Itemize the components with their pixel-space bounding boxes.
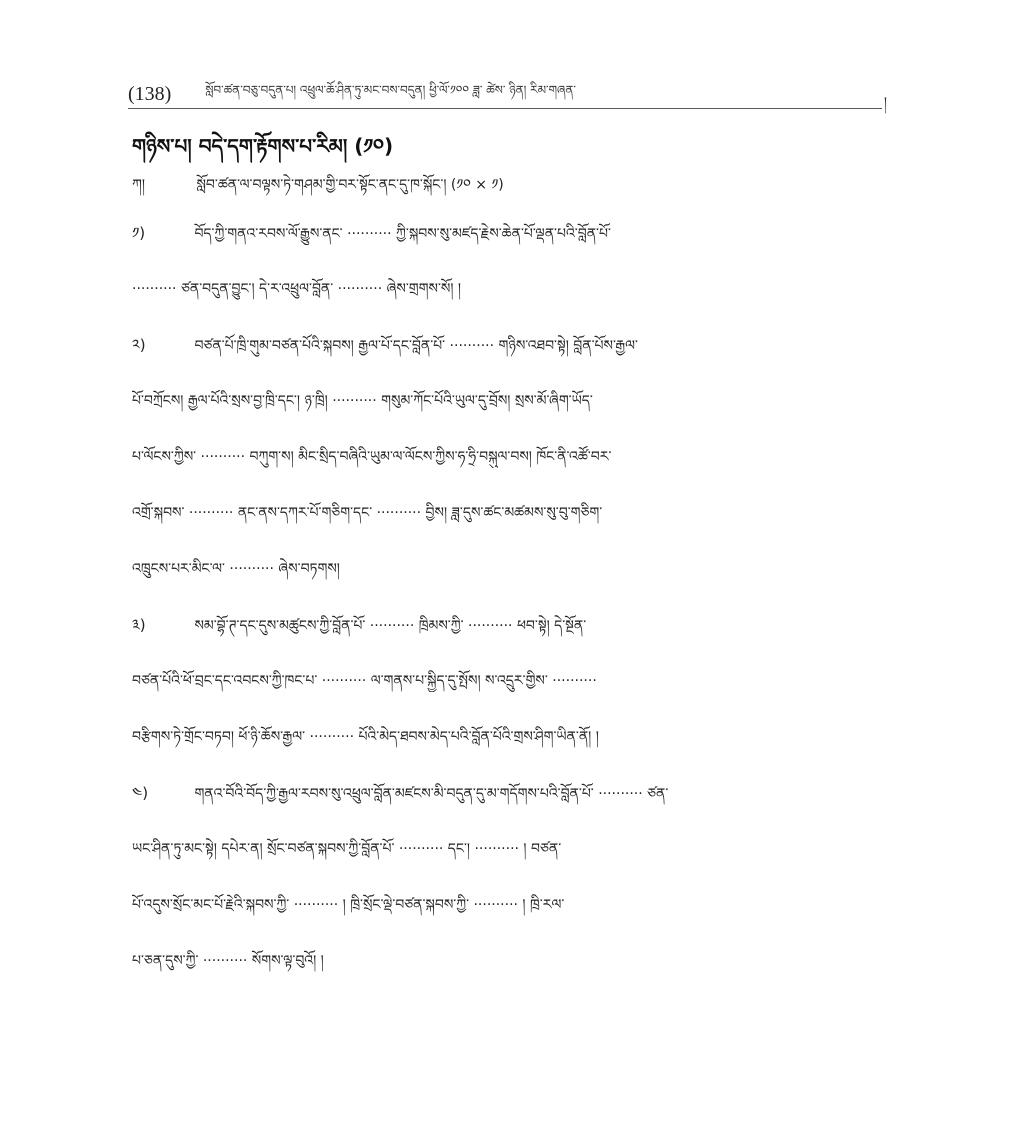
line-text: བཙན་པོ་ཁྲི་གུམ་བཙན་པོའི་སྐབས། རྒྱལ་པོ་དང་བློན་པོ་ ·········· གཉིས་འཐབ་སྟེ། བློན་པོས་རྒྱལ་ [194,338,638,354]
exercise-line [132,782,884,805]
line-text: གནའ་བོའི་བོད་ཀྱི་རྒྱལ་རབས་སུ་འཕྲུལ་བློན་མཛངས་མི་བདུན་དུ་མ་གདོགས་པའི་བློན་པོ་ ·········· ཙན་ [194,786,669,802]
line-text: འགྲོ་སྐབས་ ·········· ནང་ནས་དཀར་པོ་གཅིག་དང་ ·········· བྱིས། ཟླ་དུས་ཚང་མཚམས་སུ་བུ་གཅིག་ [132,505,603,521]
line-text: པ་ཅན་དུས་ཀྱི་ ·········· སོགས་ལྟ་བུའོ། ། [132,953,324,969]
line-text: ཡང་ཤིན་ཏུ་མང་སྟེ། དཔེར་ན། སྲོང་བཙན་སྐབས་ཀྱི་བློན་པོ་ ·········· དང་། ·········· ། བཙན་ [132,841,562,857]
subsection-instruction: སློབ་ཚན་ལ་བལྟས་ཏེ་གཤམ་གྱི་བར་སྟོང་ནང་དུ་ཁ་སྐོང་། (༡༠ × ༡) [196,177,504,193]
subsection-heading [132,168,504,208]
line-text: པོ་འདུས་སྲོང་མང་པོ་རྗེའི་སྐབས་ཀྱི་ ·········· ། ཁྲི་སྲོང་ལྡེ་བཙན་སྐབས་ཀྱི་ ·········· ། ཁྲི་རལ་ [132,897,565,913]
item-number: ༣) [132,616,146,634]
exercise-line [132,502,884,524]
line-text: འཁྲུངས་པར་མིང་ལ་ ·········· ཞེས་བཏགས། [132,561,340,577]
exercise-line [132,894,884,916]
exercise-line [132,390,884,412]
exercise-line [132,278,884,300]
line-text: བོད་ཀྱི་གནའ་རབས་ལོ་རྒྱུས་ནང་ ·········· ཀྱི་སྐབས་སུ་མཛད་རྗེས་ཆེན་པོ་ལྡན་པའི་བློན་པོ་ [194,226,611,242]
exercise-line [132,670,884,692]
header-end-mark: ། [883,95,887,111]
line-text: སམ་བྷོ་ཊ་དང་དུས་མཚུངས་ཀྱི་བློན་པོ་ ·········· ཁྲིམས་ཀྱི་ ·········· ཕབ་སྟེ། དེ་སྔོན་ [194,618,587,634]
exercise-line [132,558,884,580]
item-number: ༡) [132,224,146,242]
item-number: ༤) [132,784,149,802]
page-number: (138) [128,82,172,105]
subsection-label: ཀ། [132,177,145,193]
exercise-line [132,950,884,972]
line-text: པ་ལོངས་ཀྱིས་ ·········· བཀུག་ས། མིང་སྲིད་བཞིའི་ཡུམ་ལ་ལོངས་ཀྱིས་ཧ་ཧྲི་བསྐུལ་བས། ཁོང་ནི་འཚོ་བར་ [132,449,612,465]
section-title: གཉིས་པ། བདེ་དག་རྟོགས་པ་རིམ། (༡༠) [132,134,394,158]
exercise-line [132,726,884,748]
running-title: སློབ་ཚན་བཅུ་བདུན་པ། འཕྲུལ་ཆོ་ཤིན་ཏུ་མང་བས་བདུན། ཕྱི་ལོ་༡༠༠ ཟླ་ ཚེས་ ཉིན། རིམ་གཞན་ [205,83,576,97]
line-text: བཙན་པོའི་ཕོ་བྲང་དང་འབངས་ཀྱི་ཁང་པ་ ·········· ལ་གནས་པ་སྐྱིད་དུ་སྤོས། ས་འདྲུར་གྱིས་ ·········· [132,673,597,689]
exercise-line [132,446,884,468]
exercise-line [132,334,884,357]
line-text: པོ་བཀྲོངས། རྒྱལ་པོའི་སྲས་བྱ་ཁྲི་དང་། ཉ་ཁྲི། ·········· གསུམ་ཀོང་པོའི་ཡུལ་དུ་བྲོས། སྲས་མོ་ཞིག་ཡོད་ [132,393,593,409]
exercise-line [132,614,884,637]
line-text: ·········· ཙན་བདུན་བྱུང་། དེ་ར་འཕྲུལ་བློན་ ·········· ཞེས་གྲགས་སོ། ། [132,281,462,297]
line-text: བརྩིགས་ཏེ་གྲོང་བཏབ། ཕོ་ཉི་ཆོས་རྒྱལ་ ·········· པོའི་མེད་ཐབས་མེད་པའི་བློན་པོའི་གྲས་ཤིག་ཡིན་ནོ། ། [132,729,599,745]
item-number: ༢) [132,336,146,354]
exercise-line [132,222,884,245]
page-header [128,80,887,111]
exercise-line [132,838,884,860]
